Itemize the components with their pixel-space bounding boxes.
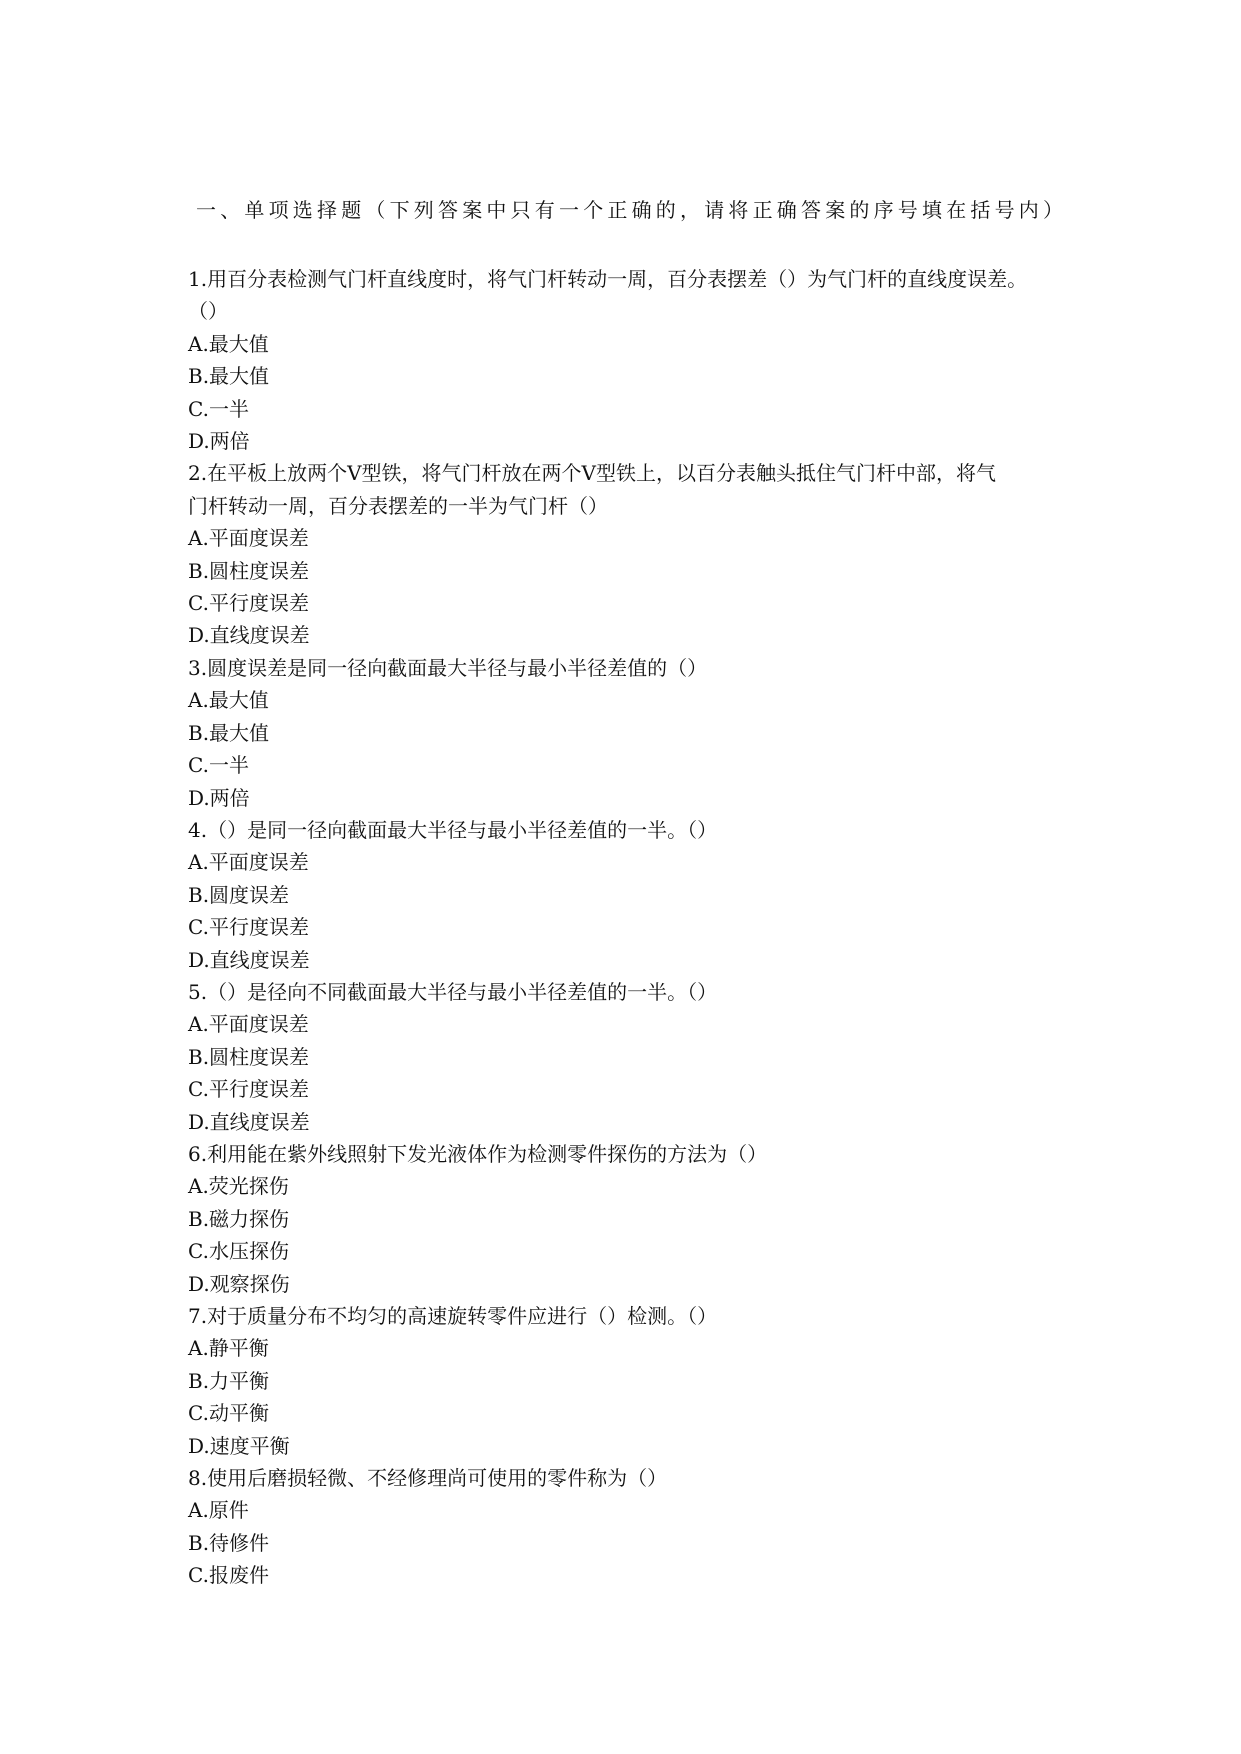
answer-option: D.两倍 [188,429,250,454]
answer-option: B.最大值 [188,720,270,745]
question-item [188,814,1068,976]
question-stem: 4.（）是同一径向截面最大半径与最小半径差值的一半。（） [188,817,718,842]
question-stem: 7.对于质量分布不均匀的高速旋转零件应进行（）检测。（） [188,1304,718,1328]
answer-option: C.一半 [188,396,249,421]
answer-option: A.平面度误差 [188,1012,309,1037]
question-stem: 门杆转动一周，百分表摆差的一半为气门杆（） [188,493,608,518]
question-item [188,1300,1068,1462]
answer-option: B.最大值 [188,364,270,389]
answer-option: C.水压探伤 [188,1239,289,1264]
question-item [188,976,1068,1138]
answer-option: C.一半 [188,753,249,778]
question-stem: 1.用百分表检测气门杆直线度时，将气门杆转动一周，百分表摆差（）为气门杆的直线度误差。 [188,267,1028,291]
answer-option: D.直线度误差 [188,947,310,972]
question-item [188,457,1068,651]
answer-option: A.荧光探伤 [188,1174,289,1199]
answer-option: C.报废件 [188,1563,269,1588]
question-stem: 5.（）是径向不同截面最大半径与最小半径差值的一半。（） [188,979,718,1004]
question-stem: 6.利用能在紫外线照射下发光液体作为检测零件探伤的方法为（） [188,1141,768,1166]
answer-option: B.力平衡 [188,1368,270,1393]
answer-option: C.动平衡 [188,1401,269,1426]
answer-option: B.磁力探伤 [188,1206,290,1231]
answer-option: B.圆柱度误差 [188,558,310,583]
answer-option: D.观察探伤 [188,1271,290,1296]
answer-option: C.平行度误差 [188,1077,309,1102]
answer-option: A.最大值 [188,688,269,713]
question-stem: 3.圆度误差是同一径向截面最大半径与最小半径差值的（） [188,655,708,680]
answer-option: D.直线度误差 [188,623,310,648]
answer-option: D.直线度误差 [188,1109,310,1134]
question-item [188,1462,1068,1592]
answer-option: A.静平衡 [188,1336,269,1361]
question-list [188,263,1068,1592]
answer-option: D.两倍 [188,785,250,810]
section-heading: 一、单项选择题（下列答案中只有一个正确的，请将正确答案的序号填在括号内） [196,198,1068,222]
question-item [188,263,1068,457]
answer-option: A.平面度误差 [188,526,309,551]
answer-option: B.待修件 [188,1530,270,1555]
answer-option: A.平面度误差 [188,850,309,875]
answer-option: A.最大值 [188,331,269,356]
question-item [188,652,1068,814]
question-stem: 8.使用后磨损轻微、不经修理尚可使用的零件称为（） [188,1466,668,1491]
answer-option: B.圆度误差 [188,882,290,907]
answer-option: C.平行度误差 [188,591,309,616]
answer-option: D.速度平衡 [188,1433,290,1458]
question-stem: 2.在平板上放两个V型铁，将气门杆放在两个V型铁上，以百分表触头抵住气门杆中部，将气 [188,461,996,486]
answer-option: C.平行度误差 [188,915,309,940]
question-item [188,1138,1068,1300]
answer-option: B.圆柱度误差 [188,1044,310,1069]
answer-option: A.原件 [188,1498,249,1523]
question-stem: （） [188,299,228,324]
